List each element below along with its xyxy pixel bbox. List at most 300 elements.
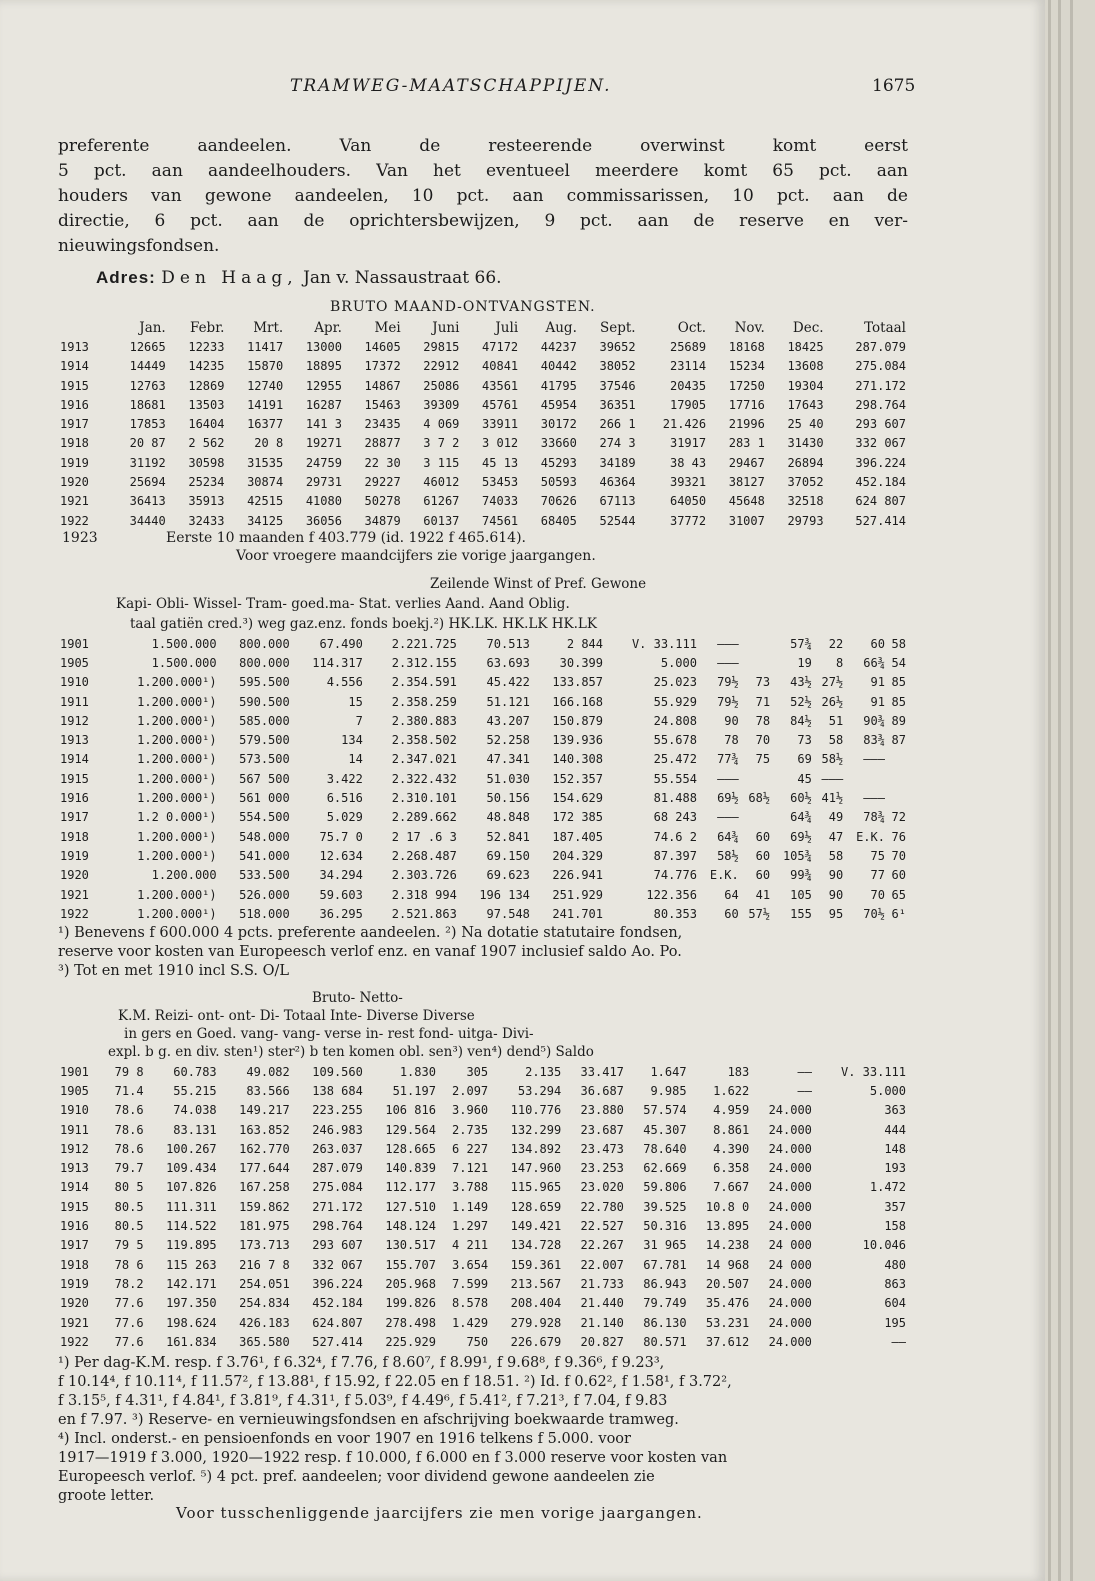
- column-header: Aug.: [545, 319, 577, 336]
- table-cell: 18681: [129, 397, 166, 412]
- page-edge: [1048, 0, 1051, 1581]
- table-cell: 39309: [423, 397, 460, 412]
- year-cell: 1920: [60, 475, 89, 490]
- column-header: Totaal: [864, 319, 906, 336]
- table-cell: 68405: [540, 513, 577, 528]
- table-cell: 21.140: [580, 1315, 624, 1330]
- table-cell: 452.184: [312, 1296, 363, 1311]
- table-cell: 75.7 0: [319, 829, 363, 844]
- table-cell: 114.522: [166, 1219, 217, 1234]
- text-line: directie, 6 pct. aan de oprichtersbewijzen, 9 pct. aan de reserve en ver-: [58, 211, 908, 231]
- table-cell: 70: [755, 733, 771, 748]
- table-cell: 1.200.000¹): [137, 771, 217, 786]
- table-cell: [885, 769, 906, 788]
- table-cell: 2.221.725: [391, 636, 457, 651]
- table-cell: 50593: [540, 475, 577, 490]
- table-cell: 1.200.000¹): [137, 887, 217, 902]
- table-cell: 97.548: [486, 906, 530, 921]
- table-cell: 561 000: [239, 791, 290, 806]
- table-cell: 604: [884, 1296, 906, 1311]
- table-cell: 2.318 994: [391, 887, 457, 902]
- table-cell: 533.500: [239, 868, 290, 883]
- table-cell: 1.200.000¹): [137, 694, 217, 709]
- footnote-line: f 10.14⁴, f 10.11⁴, f 11.57², f 13.88¹, f 15.92, f 22.05 en f 18.51. ²) Id. f 0.62², f 1.58¹, f 3.72²,: [58, 1374, 732, 1390]
- column-header: Juni: [432, 319, 460, 336]
- table-cell: 74.6 2: [653, 829, 697, 844]
- table-cell: 28877: [364, 436, 401, 451]
- footnote-line: groote letter.: [58, 1488, 155, 1504]
- column-header: Apr.: [314, 319, 342, 336]
- table-cell: 10.046: [862, 1238, 906, 1253]
- table-cell: 85: [891, 675, 906, 690]
- table-cell: 72: [891, 810, 906, 825]
- footnote-line: ⁴) Incl. onderst.- en pensioenfonds en voor 1907 en 1916 telkens f 5.000. voor: [58, 1431, 631, 1447]
- table-cell: 78.6: [114, 1122, 144, 1137]
- table-cell: 8.578: [452, 1296, 489, 1311]
- table-cell: 2.521.863: [391, 906, 457, 921]
- table-row: [60, 414, 906, 433]
- year-cell: 1913: [60, 733, 89, 748]
- table-cell: 79 8: [114, 1064, 144, 1079]
- table-cell: 69½: [790, 829, 812, 844]
- table-cell: 34189: [599, 455, 636, 470]
- table-cell: 527.414: [855, 513, 906, 528]
- table-cell: 8: [835, 655, 844, 670]
- table-cell: 426.183: [239, 1315, 290, 1330]
- table-cell: 45761: [482, 397, 519, 412]
- table-cell: 24.000: [768, 1219, 812, 1234]
- table-cell: 14605: [364, 339, 401, 354]
- table-cell: 3 115: [423, 455, 460, 470]
- table-cell: 70.513: [486, 636, 530, 651]
- table-cell: 109.434: [166, 1161, 217, 1176]
- table-cell: 444: [884, 1122, 906, 1137]
- table-cell: 109.560: [312, 1064, 363, 1079]
- table-cell: 23.687: [580, 1122, 624, 1137]
- table-cell: 198.624: [166, 1315, 217, 1330]
- table-cell: 579.500: [239, 733, 290, 748]
- table-cell: 10.8 0: [705, 1199, 750, 1214]
- table-cell: 70: [870, 887, 885, 902]
- table-cell: 36413: [129, 494, 166, 509]
- table-cell: 41795: [540, 378, 577, 393]
- footnote-line: ¹) Per dag-K.M. resp. f 3.76¹, f 6.32⁴, f 7.76, f 8.60⁷, f 8.99¹, f 9.68⁸, f 9.36⁶, f 9.23³,: [58, 1355, 665, 1371]
- table-cell: 68½: [748, 791, 771, 806]
- table-cell: 134.728: [510, 1238, 562, 1253]
- table-cell: 166.168: [552, 694, 603, 709]
- year-cell: 1915: [60, 771, 89, 786]
- table-cell: 17372: [364, 359, 401, 374]
- table-cell: 24.000: [768, 1161, 812, 1176]
- table-row: [60, 711, 906, 730]
- table-cell: 50278: [364, 494, 401, 509]
- table-cell: 1.200.000¹): [137, 791, 217, 806]
- table-cell: 585.000: [239, 713, 290, 728]
- table-cell: 60.783: [173, 1064, 217, 1079]
- table-cell: ———: [717, 655, 739, 670]
- year-cell: 1918: [60, 829, 89, 844]
- table-cell: 14.238: [705, 1238, 750, 1253]
- table-cell: 1.200.000¹): [137, 829, 217, 844]
- table-row: [60, 1197, 906, 1216]
- table-cell: 251.929: [552, 887, 603, 902]
- table-cell: 127.510: [385, 1199, 436, 1214]
- table-cell: 48.848: [486, 810, 530, 825]
- table-cell: 67.490: [319, 636, 363, 651]
- table-cell: 183: [727, 1064, 750, 1079]
- table-row: [60, 1178, 906, 1197]
- table-cell: 13000: [305, 339, 342, 354]
- table-cell: 37546: [599, 378, 636, 393]
- table-cell: 47172: [482, 339, 519, 354]
- table-cell: 30.399: [559, 655, 603, 670]
- table-cell: 31 965: [643, 1238, 687, 1253]
- table-cell: E.K.: [856, 829, 885, 844]
- table-cell: 73: [755, 675, 771, 690]
- year-cell: 1921: [60, 494, 89, 509]
- note-1923: Eerste 10 maanden f 403.779 (id. 1922 f 465.614).: [166, 530, 527, 546]
- table-cell: 800.000: [239, 655, 290, 670]
- table-cell: 85: [891, 694, 906, 709]
- table-row: [60, 1294, 906, 1313]
- table-cell: 177.644: [239, 1161, 290, 1176]
- table-cell: 149.421: [510, 1219, 562, 1234]
- table-cell: 105¾: [782, 848, 812, 863]
- table-cell: 21996: [728, 417, 765, 432]
- table-cell: 36056: [305, 513, 342, 528]
- table-cell: 58½: [821, 752, 844, 767]
- footnote-line: Europeesch verlof. ⁵) 4 pct. pref. aandeelen; voor dividend gewone aandeelen zie: [58, 1469, 655, 1485]
- table-cell: 14 968: [705, 1257, 750, 1272]
- table-cell: 90¾: [863, 713, 885, 728]
- table-cell: 22: [828, 636, 844, 651]
- table-cell: 24.000: [768, 1276, 812, 1291]
- table-cell: 107.826: [166, 1180, 217, 1195]
- table-cell: 60: [724, 906, 739, 921]
- table-cell: [739, 653, 770, 672]
- table-cell: 53453: [482, 475, 519, 490]
- table-cell: 1.200.000¹): [137, 906, 217, 921]
- table-cell: [885, 788, 906, 807]
- table-cell: 74561: [482, 513, 519, 528]
- table-cell: ———: [863, 791, 885, 806]
- table-cell: 20435: [669, 378, 707, 393]
- table-cell: 60137: [423, 513, 460, 528]
- table-cell: 69: [797, 752, 812, 767]
- table-cell: 105: [790, 887, 812, 902]
- table-row: [60, 376, 906, 395]
- table-cell: 84½: [790, 713, 812, 728]
- table-cell: 332 067: [855, 436, 906, 451]
- table-cell: 43561: [482, 378, 519, 393]
- year-cell: 1913: [60, 1161, 89, 1176]
- address-city: Den Haag,: [161, 268, 298, 288]
- year-cell: 1914: [60, 1180, 89, 1195]
- table-row: [60, 1139, 906, 1158]
- table-cell: 80 5: [114, 1180, 144, 1195]
- year-cell: 1922: [60, 1334, 89, 1349]
- table-cell: E.K.: [709, 868, 739, 883]
- table-cell: 155: [790, 906, 812, 921]
- table-cell: 193: [884, 1161, 906, 1176]
- year-cell: 1912: [60, 713, 89, 728]
- table-cell: 45.422: [486, 675, 530, 690]
- table-cell: 24.000: [768, 1122, 812, 1137]
- table-row: [60, 1236, 906, 1255]
- table-cell: 29793: [787, 513, 824, 528]
- intro-paragraph: [58, 134, 908, 259]
- table-cell: 58: [828, 848, 844, 863]
- year-cell: 1917: [60, 810, 89, 825]
- table-cell: 21.426: [662, 417, 707, 432]
- table-cell: 15870: [247, 359, 284, 374]
- table-cell: 3.960: [452, 1103, 489, 1118]
- table-cell: 7: [355, 713, 363, 728]
- table-cell: 30172: [540, 417, 577, 432]
- table-cell: 2.358.259: [391, 694, 457, 709]
- table-cell: 129.564: [385, 1122, 436, 1137]
- table-cell: 91: [870, 694, 885, 709]
- table-cell: 45648: [728, 494, 765, 509]
- table-row: [60, 472, 906, 491]
- year-cell: 1918: [60, 1257, 89, 1272]
- year-cell: 1910: [60, 1103, 89, 1118]
- text-line: preferente aandeelen. Van de resteerende overwinst komt eerst: [58, 136, 908, 156]
- table-cell: 16404: [188, 417, 225, 432]
- table-cell: 111.311: [166, 1199, 217, 1214]
- table-cell: 49: [828, 810, 844, 825]
- table-cell: 12869: [188, 378, 225, 393]
- table-cell: 573.500: [239, 752, 290, 767]
- year-cell: 1916: [60, 791, 89, 806]
- table-cell: 79½: [717, 694, 739, 709]
- table-cell: 23114: [669, 359, 707, 374]
- table-cell: 246.983: [312, 1122, 363, 1137]
- table-cell: 548.000: [239, 829, 290, 844]
- table-cell: 1.2 0.000¹): [137, 810, 217, 825]
- table-row: [60, 827, 906, 846]
- table-cell: 283 1: [728, 436, 765, 451]
- table-cell: 100.267: [166, 1141, 217, 1156]
- table-cell: 12.634: [319, 848, 363, 863]
- table-cell: 4.390: [713, 1141, 750, 1156]
- table-cell: 80.5: [114, 1199, 144, 1214]
- table-cell: 36.295: [319, 906, 363, 921]
- table-cell: 25.472: [653, 752, 697, 767]
- table-row: [60, 846, 906, 865]
- table-cell: 155.707: [385, 1257, 436, 1272]
- table-cell: 225.929: [385, 1334, 436, 1349]
- table-cell: 275.084: [312, 1180, 363, 1195]
- table-cell: 55.215: [173, 1083, 217, 1098]
- table-row: [60, 750, 906, 769]
- address-line: [96, 268, 502, 288]
- table-cell: 71.4: [114, 1083, 144, 1098]
- table-cell: 16287: [305, 397, 342, 412]
- table-cell: 25694: [129, 475, 166, 490]
- table-cell: 32433: [188, 513, 225, 528]
- table-cell: 3.422: [326, 771, 363, 786]
- table-cell: 83¾: [863, 733, 885, 748]
- table-cell: 7.121: [452, 1161, 489, 1176]
- year-cell: 1912: [60, 1141, 89, 1156]
- table-row: [60, 1255, 906, 1274]
- table-cell: 37052: [787, 475, 824, 490]
- column-header: Mei: [374, 319, 401, 336]
- table-cell: 23435: [364, 417, 401, 432]
- table-cell: 4.556: [326, 675, 363, 690]
- table-cell: 22 30: [364, 455, 401, 470]
- table-cell: 24.000: [768, 1315, 812, 1330]
- address-label: Adres:: [96, 268, 156, 287]
- table-cell: 106 816: [385, 1103, 436, 1118]
- table-cell: 2.289.662: [391, 810, 457, 825]
- table-cell: 22.267: [580, 1238, 624, 1253]
- table-cell: 24.000: [768, 1199, 812, 1214]
- table-cell: 45 13: [482, 455, 519, 470]
- table-cell: 41: [755, 887, 771, 902]
- table-cell: 590.500: [239, 694, 290, 709]
- running-header: TRAMWEG-MAATSCHAPPIJEN.: [290, 76, 612, 96]
- table-cell: 49.082: [246, 1064, 290, 1079]
- table-cell: 2.322.432: [391, 771, 457, 786]
- table-cell: 128.665: [385, 1141, 436, 1156]
- table-cell: 25234: [188, 475, 225, 490]
- table-cell: 69.150: [486, 848, 530, 863]
- table-cell: 31007: [728, 513, 765, 528]
- table-cell: 45: [797, 771, 812, 786]
- table-cell: 2.380.883: [391, 713, 457, 728]
- table-cell: 554.500: [239, 810, 290, 825]
- table-cell: 78.640: [643, 1141, 687, 1156]
- table-cell: 13503: [188, 397, 225, 412]
- table-cell: 4.959: [713, 1103, 750, 1118]
- table-cell: 14235: [188, 359, 225, 374]
- table-cell: 78 6: [114, 1257, 144, 1272]
- table-cell: 241.701: [552, 906, 603, 921]
- year-cell: 1920: [60, 868, 89, 883]
- table-cell: 128.659: [510, 1199, 562, 1214]
- monthly-receipts-table: [60, 318, 906, 530]
- table-cell: 42515: [247, 494, 284, 509]
- table-cell: 68 243: [653, 810, 697, 825]
- table-cell: 83.566: [246, 1083, 290, 1098]
- table-cell: 4 211: [452, 1238, 489, 1253]
- table-cell: 89: [891, 713, 906, 728]
- table-cell: 45954: [540, 397, 577, 412]
- table-row: [60, 634, 906, 653]
- table-cell: 41½: [821, 791, 844, 806]
- table-cell: 55.678: [653, 733, 697, 748]
- table-cell: 5.029: [326, 810, 363, 825]
- table-cell: 17250: [728, 378, 765, 393]
- table-cell: 279.928: [510, 1315, 562, 1330]
- table-cell: 77.6: [114, 1315, 144, 1330]
- table-cell: 33911: [482, 417, 519, 432]
- table-cell: 51.121: [486, 694, 530, 709]
- table-cell: 396.224: [312, 1276, 363, 1291]
- table-cell: 59.806: [643, 1180, 687, 1195]
- table-cell: 79.7: [114, 1161, 144, 1176]
- balance-table: [60, 634, 906, 923]
- table-cell: 40841: [482, 359, 519, 374]
- table-row: [60, 730, 906, 749]
- table-cell: 15463: [364, 397, 401, 412]
- table-cell: 2.310.101: [391, 791, 457, 806]
- table-cell: 60: [755, 868, 771, 883]
- table-cell: 57.574: [643, 1103, 687, 1118]
- table-cell: 1.200.000¹): [137, 675, 217, 690]
- table-cell: 46364: [599, 475, 636, 490]
- table-cell: 45293: [540, 455, 577, 470]
- table-cell: 31917: [669, 436, 707, 451]
- table-cell: 83.131: [173, 1122, 217, 1137]
- table-cell: 31430: [787, 436, 824, 451]
- table-cell: 750: [466, 1334, 489, 1349]
- year-cell: 1919: [60, 455, 89, 470]
- table-cell: 148: [884, 1141, 906, 1156]
- table-cell: 13608: [787, 359, 824, 374]
- year-cell: 1919: [60, 848, 89, 863]
- year-cell: 1920: [60, 1296, 89, 1311]
- table2-header-line: taal gatiën cred.³) weg gaz.enz. fonds boekj.²) HK.LK. HK.LK HK.LK: [130, 616, 597, 632]
- table-cell: 12740: [247, 378, 284, 393]
- column-header: Mrt.: [253, 319, 284, 336]
- table-cell: 163.852: [239, 1122, 290, 1137]
- table-cell: 275.084: [855, 359, 906, 374]
- footnote-line: ³) Tot en met 1910 incl S.S. O/L: [58, 963, 290, 979]
- year-cell: 1919: [60, 1276, 89, 1291]
- table-cell: 58: [828, 733, 844, 748]
- table-cell: 181.975: [239, 1219, 290, 1234]
- table-cell: 77: [870, 868, 885, 883]
- table-row: [60, 395, 906, 414]
- table-cell: 74.776: [653, 868, 697, 883]
- table-cell: 3 012: [482, 436, 519, 451]
- table-cell: 161.834: [166, 1334, 217, 1349]
- table-cell: 13.895: [705, 1219, 750, 1234]
- table-cell: 12955: [305, 378, 342, 393]
- closing-note: Voor tusschenliggende jaarcijfers zie men vorige jaargangen.: [176, 1504, 703, 1522]
- footnote-line: 1917—1919 f 3.000, 1920—1922 resp. f 10.000, f 6.000 en f 3.000 reserve voor kosten van: [58, 1450, 728, 1466]
- table-row: [60, 1216, 906, 1235]
- table-cell: 80.5: [114, 1219, 144, 1234]
- table-row: [60, 453, 906, 472]
- table-cell: 19: [797, 655, 812, 670]
- table-cell: 32518: [787, 494, 824, 509]
- table-cell: 35913: [188, 494, 225, 509]
- table-cell: 91: [870, 675, 885, 690]
- table-row: [60, 1062, 906, 1081]
- table-row: [60, 492, 906, 511]
- table-cell: 150.879: [552, 713, 603, 728]
- table-cell: 518.000: [239, 906, 290, 921]
- table-cell: 27½: [821, 675, 844, 690]
- table-cell: 20 8: [254, 436, 284, 451]
- table-cell: 65: [891, 887, 906, 902]
- table-cell: 76: [891, 829, 906, 844]
- table-cell: 39.525: [643, 1199, 687, 1214]
- table-cell: V. 33.111: [631, 636, 697, 651]
- table-cell: 305: [466, 1064, 489, 1079]
- table-cell: 71: [755, 694, 771, 709]
- text-line: houders van gewone aandeelen, 10 pct. aan commissarissen, 10 pct. aan de: [58, 186, 908, 206]
- table-cell: 17643: [787, 397, 824, 412]
- table-cell: 87.397: [653, 848, 697, 863]
- table-cell: 25086: [423, 378, 460, 393]
- year-cell: 1905: [60, 1083, 89, 1098]
- table-cell: 53.231: [705, 1315, 750, 1330]
